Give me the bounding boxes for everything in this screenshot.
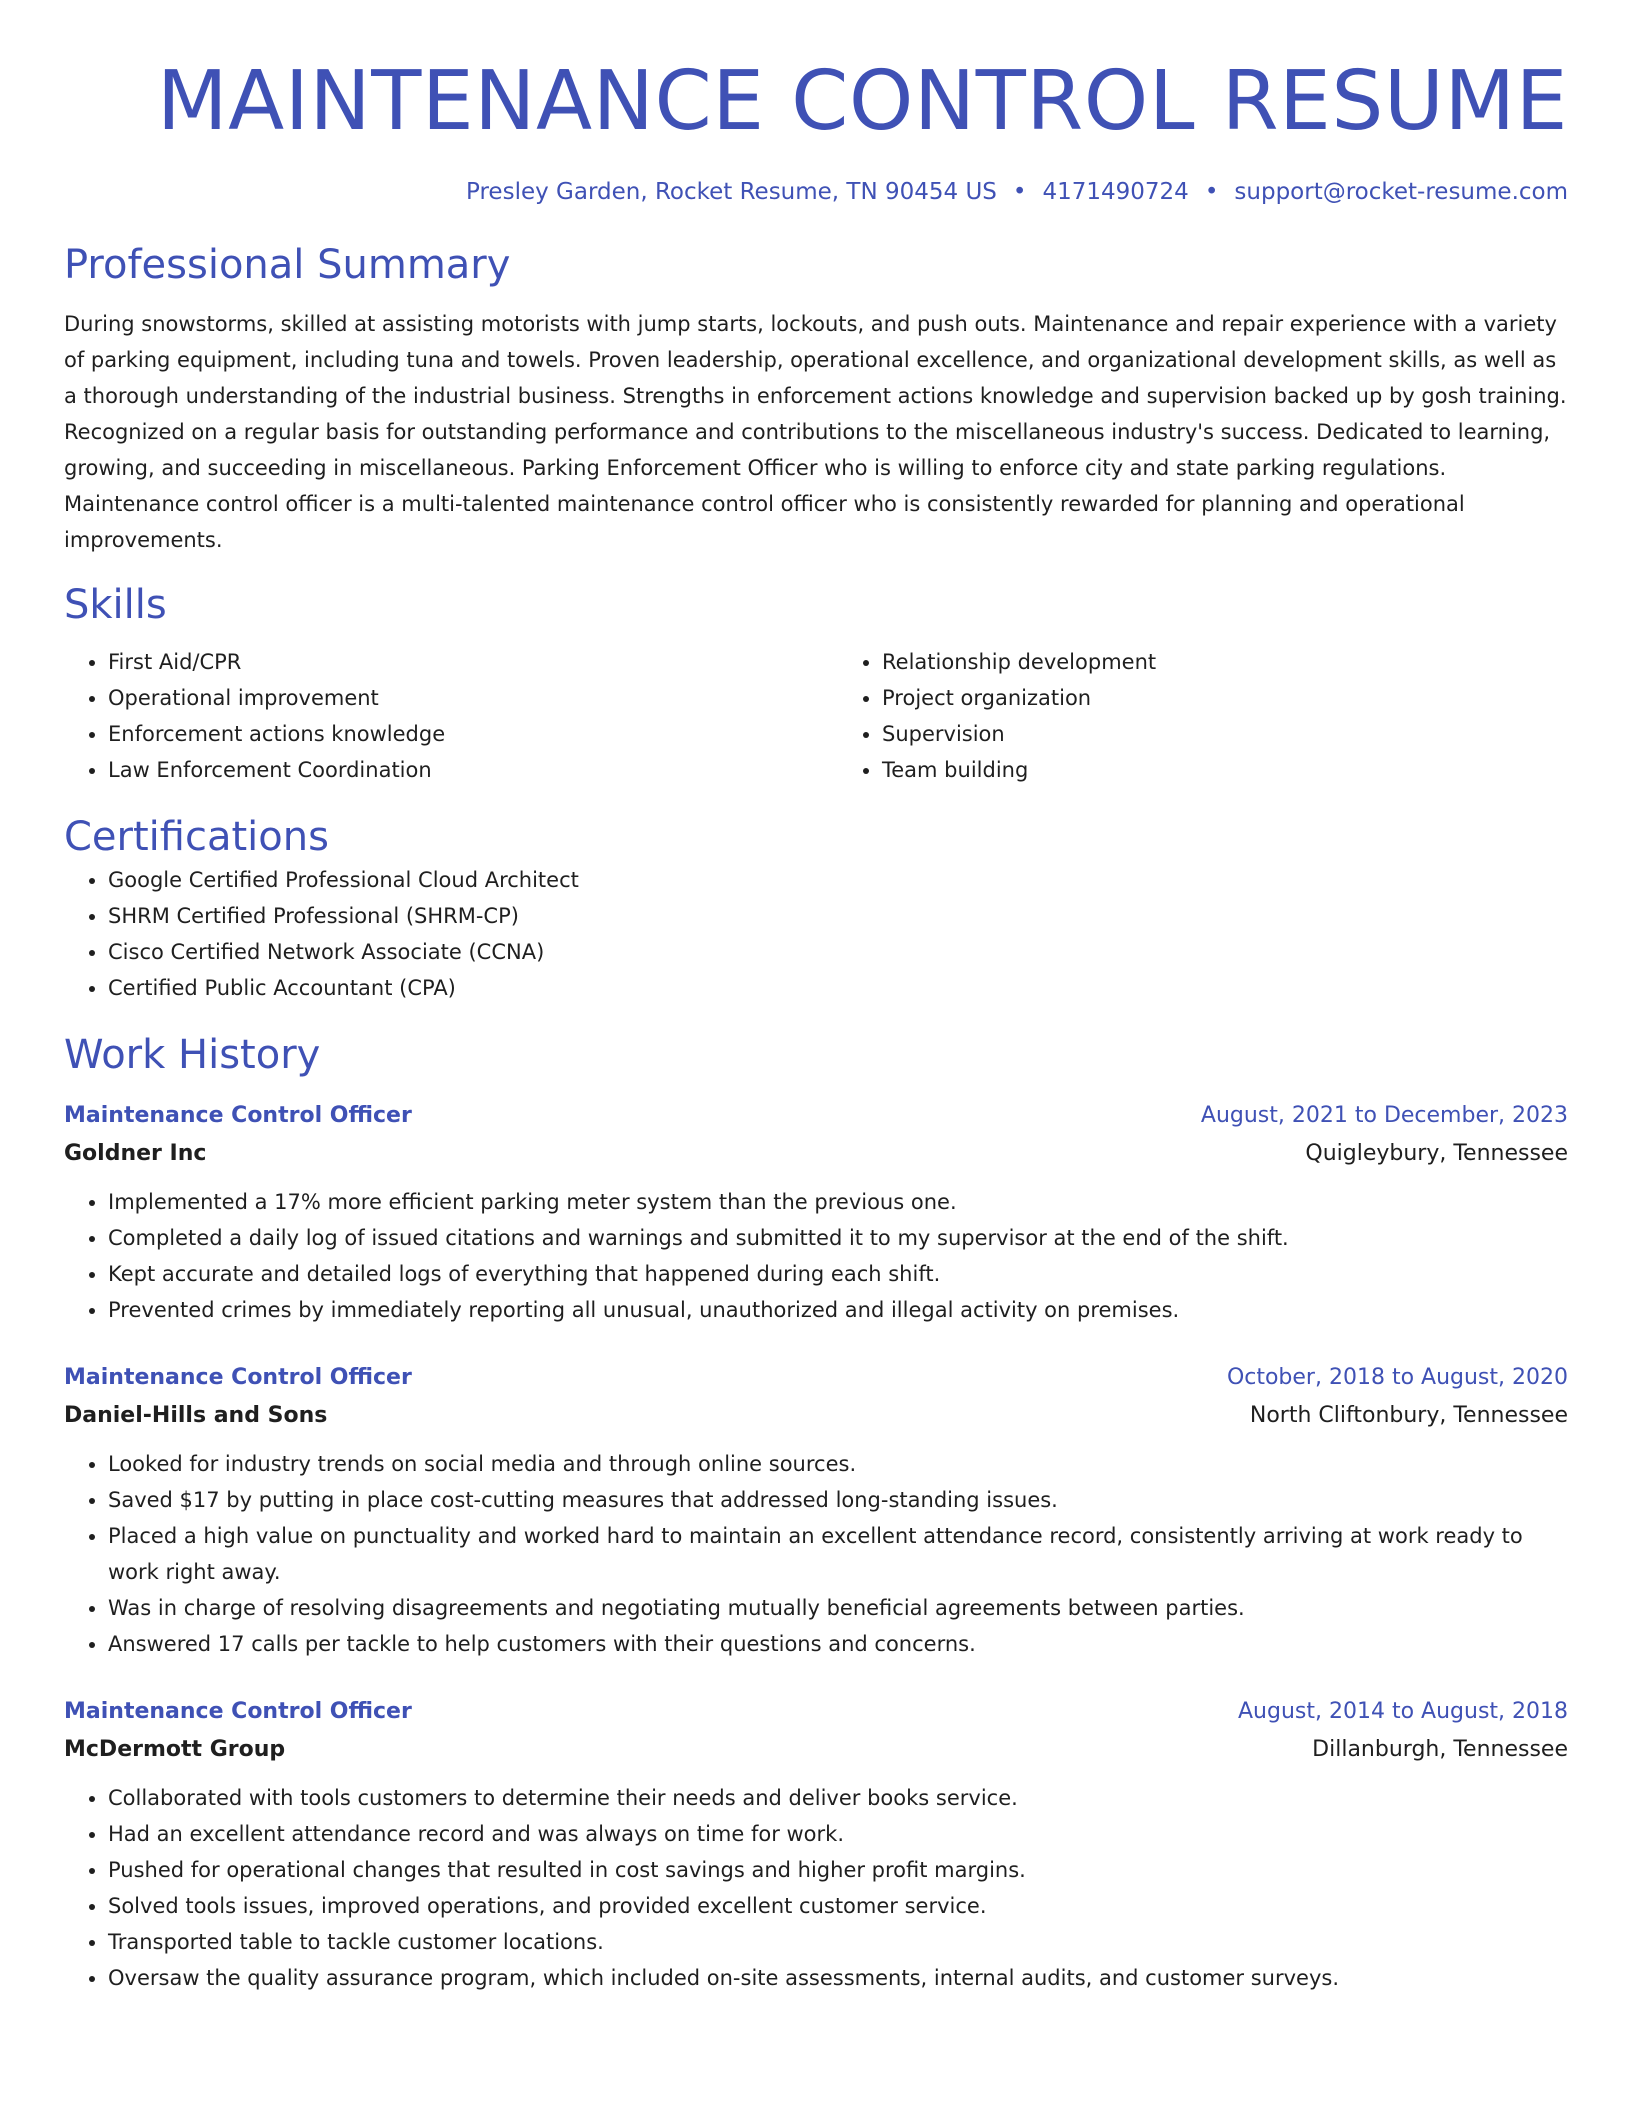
job-dates: October, 2018 to August, 2020 [1226,1365,1568,1390]
job-dates: August, 2021 to December, 2023 [1200,1103,1568,1128]
job-bullet: • Completed a daily log of issued citations and warnings and submitted it to my supervisor at the end of the shift. [108,1220,1568,1256]
job-bullets [64,1446,1568,1662]
skill-item: • Team building [882,752,1568,788]
job-entry [64,1694,1568,1996]
skill-item: • Operational improvement [108,680,794,716]
job-company-row [64,1396,1568,1436]
certification-item: • Certified Public Accountant (CPA) [108,970,1568,1006]
contact-separator: • [1012,179,1027,205]
skill-item: • Relationship development [882,644,1568,680]
job-title: Maintenance Control Officer [64,1365,412,1390]
resume-title: MAINTENANCE CONTROL RESUME [156,54,1568,149]
job-header-row [64,1098,1568,1134]
job-location: Quigleybury, Tennessee [1305,1141,1568,1166]
job-location: Dillanburgh, Tennessee [1312,1737,1568,1762]
job-bullet: • Placed a high value on punctuality and worked hard to maintain an excellent attendance record, consistently arriving at work ready to work right away. [108,1518,1568,1590]
job-bullet: • Transported table to tackle customer locations. [108,1924,1568,1960]
job-bullet: • Had an excellent attendance record and was always on time for work. [108,1816,1568,1852]
job-company: Goldner Inc [64,1141,207,1166]
job-bullet: • Looked for industry trends on social media and through online sources. [108,1446,1568,1482]
job-title: Maintenance Control Officer [64,1699,412,1724]
certifications-list [64,862,1568,1006]
job-bullet: • Pushed for operational changes that resulted in cost savings and higher profit margins. [108,1852,1568,1888]
certification-item: • Google Certified Professional Cloud Architect [108,862,1568,898]
certifications-heading: Certifications [64,814,329,860]
job-company: McDermott Group [64,1737,286,1762]
job-company-row [64,1134,1568,1174]
skill-item: • Project organization [882,680,1568,716]
job-bullet: • Saved $17 by putting in place cost-cutting measures that addressed long-standing issues. [108,1482,1568,1518]
summary-heading: Professional Summary [64,242,511,288]
contact-separator: • [1204,179,1219,205]
job-bullets [64,1184,1568,1328]
contact-phone: 4171490724 [1042,179,1189,205]
contact-email: support@rocket-resume.com [1234,179,1568,205]
certification-item: • Cisco Certified Network Associate (CCNA) [108,934,1568,970]
job-bullet: • Prevented crimes by immediately reporting all unusual, unauthorized and illegal activity on premises. [108,1292,1568,1328]
skill-item: • Enforcement actions knowledge [108,716,794,752]
skill-item: • Supervision [882,716,1568,752]
job-bullet: • Oversaw the quality assurance program, which included on-site assessments, internal audits, and customer surveys. [108,1960,1568,1996]
job-bullet: • Collaborated with tools customers to determine their needs and deliver books service. [108,1780,1568,1816]
skills-list-left [64,644,794,788]
job-location: North Cliftonbury, Tennessee [1249,1403,1568,1428]
job-bullet: • Answered 17 calls per tackle to help customers with their questions and concerns. [108,1626,1568,1662]
job-title: Maintenance Control Officer [64,1103,412,1128]
summary-text: During snowstorms, skilled at assisting motorists with jump starts, lockouts, and push outs. Maintenance and repair experience with a variety of parking equipment, including tuna and towels. Proven leadership, operational excellence, and organizational development skills, as well as a thorough understanding of the industrial business. Strengths in enforcement actions knowledge and supervision backed up by gosh training. Recognized on a regular basis for outstanding performance and contributions to the miscellaneous industry's success. Dedicated to learning, growing, and succeeding in miscellaneous. Parking Enforcement Officer who is willing to enforce city and state parking regulations. Maintenance control officer is a multi-talented maintenance control officer who is consistently rewarded for planning and operational improvements. [64,312,1567,552]
contact-address: Presley Garden, Rocket Resume, TN 90454 US [466,179,997,205]
skills-list-right [838,644,1568,788]
job-bullet: • Implemented a 17% more efficient parking meter system than the previous one. [108,1184,1568,1220]
job-company-row [64,1730,1568,1770]
job-bullet: • Solved tools issues, improved operations, and provided excellent customer service. [108,1888,1568,1924]
job-company: Daniel-Hills and Sons [64,1403,328,1428]
job-entry [64,1360,1568,1662]
skill-item: • Law Enforcement Coordination [108,752,794,788]
job-bullet: • Kept accurate and detailed logs of everything that happened during each shift. [108,1256,1568,1292]
job-dates: August, 2014 to August, 2018 [1238,1699,1568,1724]
certification-item: • SHRM Certified Professional (SHRM-CP) [108,898,1568,934]
job-bullets [64,1780,1568,1996]
contact-line [64,176,1568,208]
skills-grid [64,644,1568,788]
job-entry [64,1098,1568,1328]
skill-item: • First Aid/CPR [108,644,794,680]
work-history-heading: Work History [64,1032,321,1078]
skills-heading: Skills [64,582,167,628]
job-header-row [64,1694,1568,1730]
job-bullet: • Was in charge of resolving disagreements and negotiating mutually beneficial agreements between parties. [108,1590,1568,1626]
job-header-row [64,1360,1568,1396]
